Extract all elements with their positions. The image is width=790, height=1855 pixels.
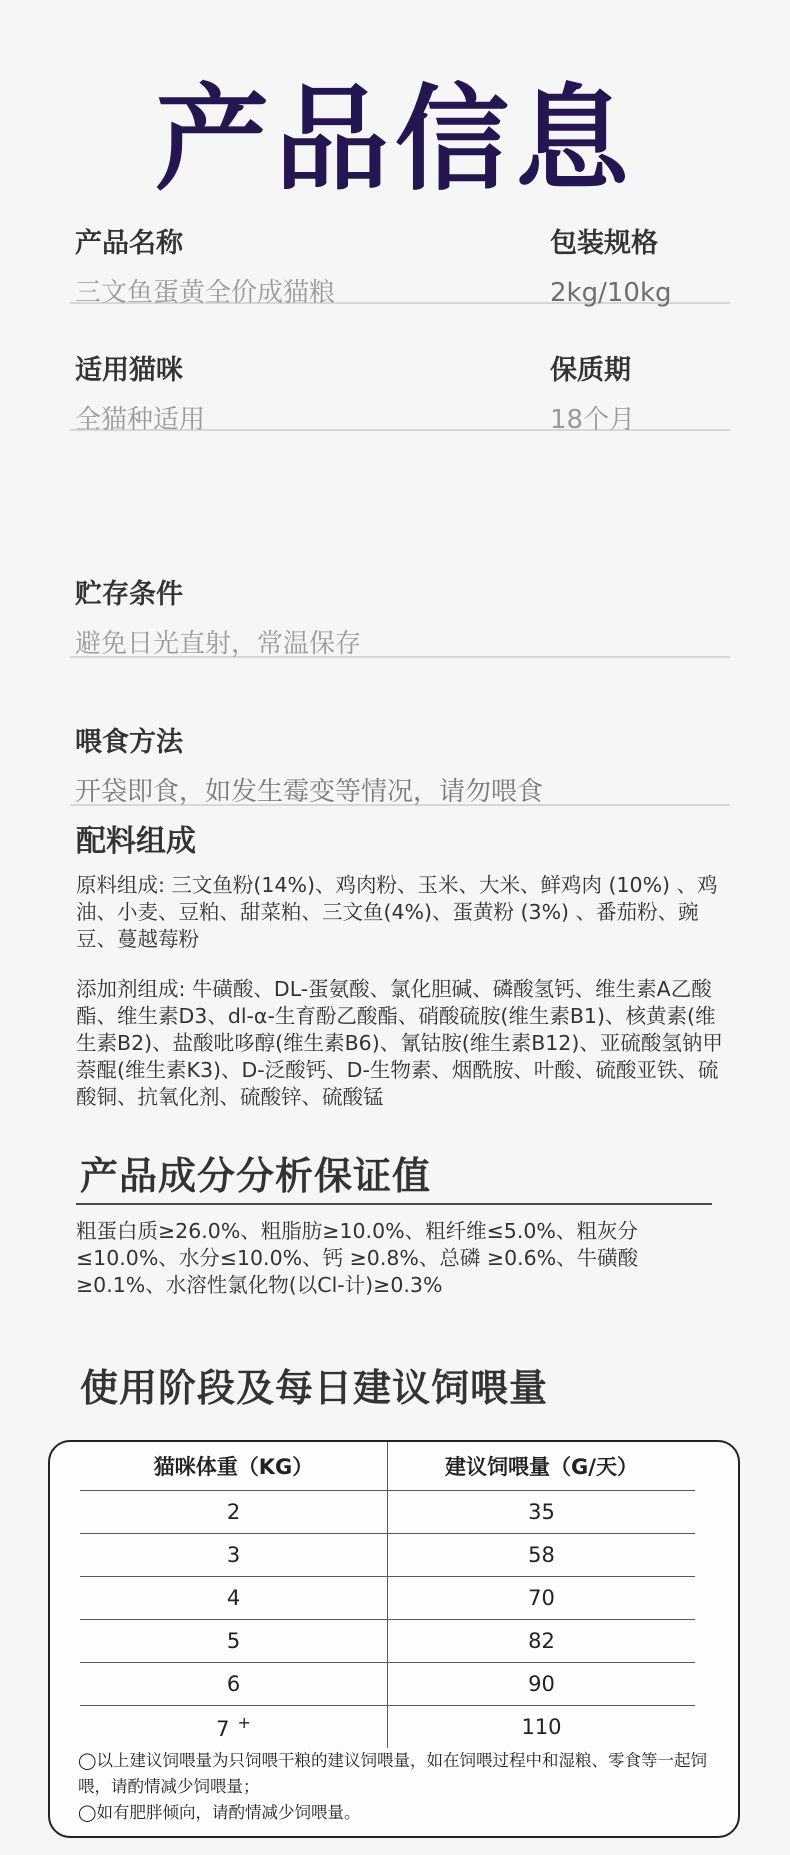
plus-superscript: + bbox=[237, 1713, 251, 1732]
feeding-note-1: ◯以上建议饲喂量为只饲喂干粮的建议饲喂量，如在饲喂过程中和湿粮、零食等一起饲喂，请酌情减少饲喂量； bbox=[78, 1751, 707, 1796]
amount-cell: 90 bbox=[388, 1663, 696, 1706]
weight-cell bbox=[80, 1706, 388, 1749]
weight-value: 7 bbox=[216, 1717, 230, 1741]
storage-label: 贮存条件 bbox=[75, 579, 183, 610]
product-name-value: 三文鱼蛋黄全价成猫粮 bbox=[75, 278, 336, 308]
feeding-notes bbox=[78, 1748, 718, 1826]
analysis-divider bbox=[76, 1203, 712, 1205]
weight-cell: 6 bbox=[80, 1663, 388, 1706]
amount-cell: 110 bbox=[521, 1715, 562, 1739]
shelf-life-value: 18个月 bbox=[550, 405, 636, 435]
table-row bbox=[80, 1620, 695, 1663]
feeding-method-label: 喂食方法 bbox=[75, 727, 183, 758]
storage-value: 避免日光直射，常温保存 bbox=[75, 629, 362, 659]
feeding-table bbox=[80, 1442, 695, 1748]
feeding-note-2: ◯如有肥胖倾向，请酌情减少饲喂量。 bbox=[78, 1803, 361, 1822]
amount-column-header: 建议饲喂量（G/天） bbox=[388, 1442, 696, 1491]
table-header-row bbox=[80, 1442, 695, 1491]
table-row bbox=[80, 1534, 695, 1577]
package-label: 包装规格 bbox=[550, 228, 658, 259]
weight-cell: 2 bbox=[80, 1491, 388, 1534]
suitable-value: 全猫种适用 bbox=[75, 405, 206, 435]
table-row bbox=[80, 1706, 695, 1749]
feeding-table-box bbox=[48, 1440, 740, 1838]
product-name-label: 产品名称 bbox=[75, 228, 183, 259]
table-row bbox=[80, 1663, 695, 1706]
page-title: 产品信息 bbox=[154, 73, 635, 206]
feeding-method-value: 开袋即食，如发生霉变等情况，请勿喂食 bbox=[75, 777, 544, 807]
package-value: 2kg/10kg bbox=[550, 278, 672, 308]
weight-column-header: 猫咪体重（KG） bbox=[80, 1442, 388, 1491]
shelf-life-label: 保质期 bbox=[550, 355, 631, 386]
analysis-title: 产品成分分析保证值 bbox=[80, 1154, 432, 1198]
raw-ingredients-text: 原料组成: 三文鱼粉(14%)、鸡肉粉、玉米、大米、鲜鸡肉 (10%) 、鸡油、小麦、豆粕、甜菜粕、三文鱼(4%)、蛋黄粉 (3%) 、番茄粉、豌豆、蔓越莓粉 bbox=[76, 873, 718, 951]
ingredients-title: 配料组成 bbox=[76, 824, 196, 859]
amount-cell: 70 bbox=[388, 1577, 696, 1620]
info-row-name-package bbox=[70, 225, 730, 308]
feeding-guide-title: 使用阶段及每日建议饲喂量 bbox=[80, 1366, 549, 1410]
amount-cell: 82 bbox=[388, 1620, 696, 1663]
additives-text: 添加剂组成: 牛磺酸、DL-蛋氨酸、氯化胆碱、磷酸氢钙、维生素A乙酸酯、维生素D3、dl-α-生育酚乙酸酯、硝酸硫胺(维生素B1)、核黄素(维生素B2)、盐酸吡哆醇(维生素B6)、氰钴胺(维生素B12)、亚硫酸氢钠甲萘醌(维生素K3)、D-泛酸钙、D-生物素、烟酰胺、叶酸、硫酸亚铁、硫酸铜、抗氧化剂、硫酸锌、硫酸锰 bbox=[76, 977, 723, 1109]
amount-cell: 35 bbox=[388, 1491, 696, 1534]
analysis-text: 粗蛋白质≥26.0%、粗脂肪≥10.0%、粗纤维≤5.0%、粗灰分≤10.0%、水分≤10.0%、钙 ≥0.8%、总磷 ≥0.6%、牛磺酸 ≥0.1%、水溶性氯化物(以Cl-计)≥0.3% bbox=[76, 1219, 639, 1297]
suitable-label: 适用猫咪 bbox=[75, 355, 183, 386]
table-row bbox=[80, 1577, 695, 1620]
amount-cell: 58 bbox=[388, 1534, 696, 1577]
weight-cell: 5 bbox=[80, 1620, 388, 1663]
weight-cell: 4 bbox=[80, 1577, 388, 1620]
info-row-feeding bbox=[70, 724, 730, 807]
weight-cell: 3 bbox=[80, 1534, 388, 1577]
info-row-storage bbox=[70, 576, 730, 659]
table-row bbox=[80, 1491, 695, 1534]
info-row-suitable-shelf bbox=[70, 352, 730, 435]
